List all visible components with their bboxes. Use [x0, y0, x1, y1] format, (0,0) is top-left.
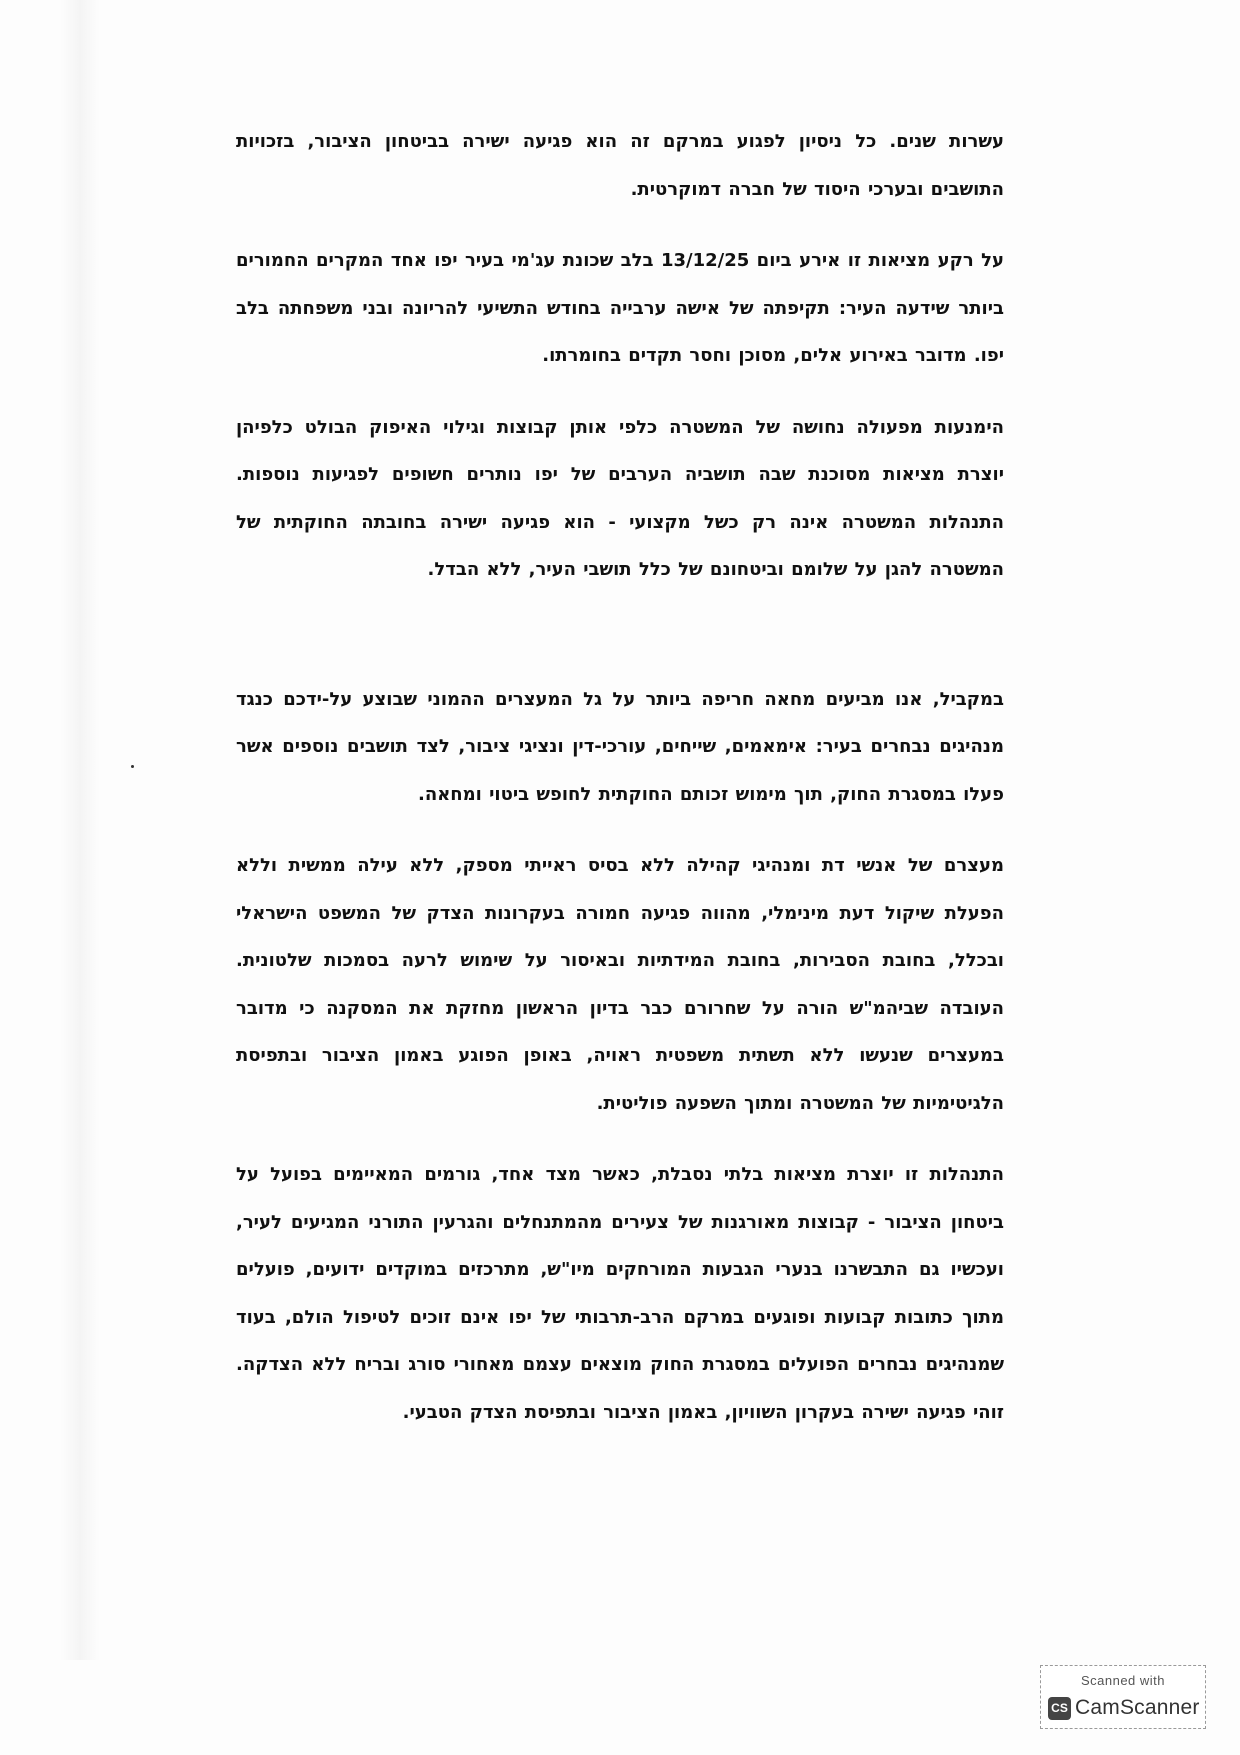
paragraph-5: מעצרם של אנשי דת ומנהיגי קהילה ללא בסיס ראייתי מספק, ללא עילה ממשית וללא הפעלת שיקול דעת מינימלי, מהווה פגיעה חמורה בעקרונות הצדק של המשפט הישראלי ובכלל, בחובת הסבירות, בחובת המידתיות ובאיסור על שימוש לרעה בסמכות שלטונית. העובדה שביהמ"ש הורה על שחרורם כבר בדיון הראשון מחזקת את המסקנה כי מדובר במעצרים שנעשו ללא תשתית משפטית ראויה, באופן הפוגע באמון הציבור ובתפיסת הלגיטימיות של המשטרה ומתוך השפעה פוליטית.: [236, 855, 1004, 1114]
watermark-caption: Scanned with: [1080, 1673, 1166, 1688]
camscanner-logo-icon: CS: [1048, 1697, 1071, 1720]
paragraph-1: עשרות שנים. כל ניסיון לפגוע במרקם זה הוא פגיעה ישירה בביטחון הציבור, בזכויות התושבים ובערכי היסוד של חברה דמוקרטית.: [236, 131, 1004, 200]
paragraph-4: במקביל, אנו מביעים מחאה חריפה ביותר על גל המעצרים ההמוני שבוצע על-ידכם כנגד מנהיגים נבחרים בעיר: אימאמים, שייחים, עורכי-דין ונציגי ציבור, לצד תושבים נוספים אשר פעלו במסגרת החוק, תוך מימוש זכותם החוקתית לחופש ביטוי ומחאה.: [236, 688, 1004, 805]
paragraph-2: על רקע מציאות זו אירע ביום 13/12/25 בלב שכונת עג'מי בעיר יפו אחד המקרים החמורים ביותר שידעה העיר: תקיפתה של אישה ערבייה בחודש התשיעי להריונה ובני משפחתה בלב יפו. מדובר באירוע אלים, מסוכן וחסר תקדים בחומרתו.: [236, 250, 1004, 366]
scan-speck: [131, 765, 134, 768]
scan-edge-shadow: [60, 0, 100, 1660]
paragraph-3: הימנעות מפעולה נחושה של המשטרה כלפי אותן קבוצות וגילוי האיפוק הבולט כלפיהן יוצרת מציאות מסוכנת שבה תושביה הערבים של יפו נותרים חשופים לפגיעות נוספות. התנהלות המשטרה אינה רק כשל מקצועי - הוא פגיעה ישירה בחובתה החוקתית של המשטרה להגן על שלומם וביטחונם של כלל תושבי העיר, ללא הבדל.: [236, 416, 1004, 580]
letter-body: [236, 118, 1004, 1436]
watermark-brand: CamScanner: [1075, 1696, 1200, 1719]
paragraph-6: התנהלות זו יוצרת מציאות בלתי נסבלת, כאשר מצד אחד, גורמים המאיימים בפועל על ביטחון הציבור - קבוצות מאורגנות של צעירים מהמתנחלים והגרעין התורני המגיעים לעיר, ועכשיו גם התבשרנו בנערי הגבעות המורחקים מיו"ש, מתרכזים במוקדים ידועים, פועלים מתוך כתובות קבועות ופוגעים במרקם הרב-תרבותי של יפו אינם זוכים לטיפול הולם, בעוד שמנהיגים נבחרים הפועלים במסגרת החוק מוצאים עצמם מאחורי סורג ובריח ללא הצדקה. זוהי פגיעה ישירה בעקרון השוויון, באמון הציבור ובתפיסת הצדק הטבעי.: [236, 1164, 1004, 1423]
camscanner-watermark: [1040, 1665, 1206, 1729]
